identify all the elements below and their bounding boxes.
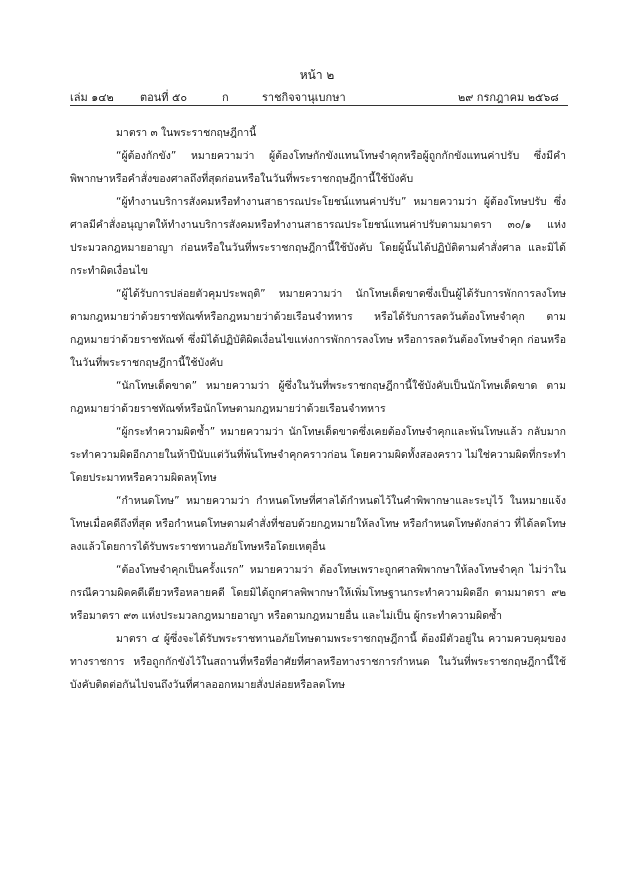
- definition-convict: “นักโทษเด็ดขาด” หมายความว่า ผู้ซึ่งในวันที่พระราชกฤษฎีกานี้ใช้บังคับเป็นนักโทษเด็ดขาด ตามกฎหมายว่าด้วยราชทัณฑ์หรือนักโทษตามกฎหมายว่าด้วยเรือนจำทหาร: [70, 380, 566, 415]
- header-divider: [70, 105, 568, 106]
- section-4-text: มาตรา ๔ ผู้ซึ่งจะได้รับพระราชทานอภัยโทษตามพระราชกฤษฎีกานี้ ต้องมีตัวอยู่ใน ความควบคุมของทางราชการ หรือถูกกักขังไว้ในสถานที่หรือที่อาศัยที่ศาลหรือทางราชการกำหนด ในวันที่พระราชกฤษฎีกานี้ใช้บังคับติดต่อกันไปจนถึงวันที่ศาลออกหมายสั่งปล่อยหรือลดโทษ: [70, 633, 566, 691]
- publication-name: ราชกิจจานุเบกษา: [262, 91, 346, 104]
- issue-number: ตอนที่ ๕๐: [140, 91, 188, 104]
- definition-parolee: “ผู้ได้รับการปล่อยตัวคุมประพฤติ” หมายความว่า นักโทษเด็ดขาดซึ่งเป็นผู้ได้รับการพักการลงโทษ ตามกฎหมายว่าด้วยราชทัณฑ์หรือกฎหมายว่าด้วยเรือนจำทหาร หรือได้รับการลดวันต้องโทษจำคุก ตามกฎหมายว่าด้วยราชทัณฑ์ ซึ่งมิได้ปฏิบัติผิดเงื่อนไขแห่งการพักการลงโทษ หรือการลดวันต้องโทษจำคุก ก่อนหรือในวันที่พระราชกฤษฎีกานี้ใช้บังคับ: [70, 288, 566, 369]
- definition-detainee: “ผู้ต้องกักขัง” หมายความว่า ผู้ต้องโทษกักขังแทนโทษจำคุกหรือผู้ถูกกักขังแทนค่าปรับ ซึ่งมีคำพิพากษาหรือคำสั่งของศาลถึงที่สุดก่อนหรือในวันที่พระราชกฤษฎีกานี้ใช้บังคับ: [70, 150, 566, 185]
- section-heading-3: มาตรา ๓ ในพระราชกฤษฎีกานี้: [116, 127, 257, 139]
- page-number: หน้า ๒: [299, 68, 335, 82]
- section-letter: ก: [222, 91, 229, 104]
- publication-date: ๒๙ กรกฎาคม ๒๕๖๘: [458, 91, 559, 104]
- definition-first-imprisonment: “ต้องโทษจำคุกเป็นครั้งแรก” หมายความว่า ต้องโทษเพราะถูกศาลพิพากษาให้ลงโทษจำคุก ไม่ว่าในกรณีความผิดคดีเดียวหรือหลายคดี โดยมิได้ถูกศาลพิพากษาให้เพิ่มโทษฐานกระทำความผิดอีก ตามมาตรา ๙๒ หรือมาตรา ๙๓ แห่งประมวลกฎหมายอาญา หรือตามกฎหมายอื่น และไม่เป็น ผู้กระทำความผิดซ้ำ: [70, 564, 566, 622]
- document-body: [70, 122, 566, 697]
- definition-sentence: “กำหนดโทษ” หมายความว่า กำหนดโทษที่ศาลได้กำหนดไว้ในคำพิพากษาและระบุไว้ ในหมายแจ้งโทษเมื่อคดีถึงที่สุด หรือกำหนดโทษตามคำสั่งที่ชอบด้วยกฎหมายให้ลงโทษ หรือกำหนดโทษดังกล่าว ที่ได้ลดโทษลงแล้วโดยการได้รับพระราชทานอภัยโทษหรือโดยเหตุอื่น: [70, 495, 566, 553]
- definition-community-service: “ผู้ทำงานบริการสังคมหรือทำงานสาธารณประโยชน์แทนค่าปรับ” หมายความว่า ผู้ต้องโทษปรับ ซึ่งศาลมีคำสั่งอนุญาตให้ทำงานบริการสังคมหรือทำงานสาธารณประโยชน์แทนค่าปรับตามมาตรา ๓๐/๑ แห่งประมวลกฎหมายอาญา ก่อนหรือในวันที่พระราชกฤษฎีกานี้ใช้บังคับ โดยผู้นั้นได้ปฏิบัติตามคำสั่งศาล และมิได้กระทำผิดเงื่อนไข: [70, 196, 566, 277]
- volume-number: เล่ม ๑๔๒: [70, 91, 114, 104]
- definition-repeat-offender: “ผู้กระทำความผิดซ้ำ” หมายความว่า นักโทษเด็ดขาดซึ่งเคยต้องโทษจำคุกและพ้นโทษแล้ว กลับมากระทำความผิดอีกภายในห้าปีนับแต่วันที่พ้นโทษจำคุกคราวก่อน โดยความผิดทั้งสองคราว ไม่ใช่ความผิดที่กระทำโดยประมาทหรือความผิดลหุโทษ: [70, 426, 566, 484]
